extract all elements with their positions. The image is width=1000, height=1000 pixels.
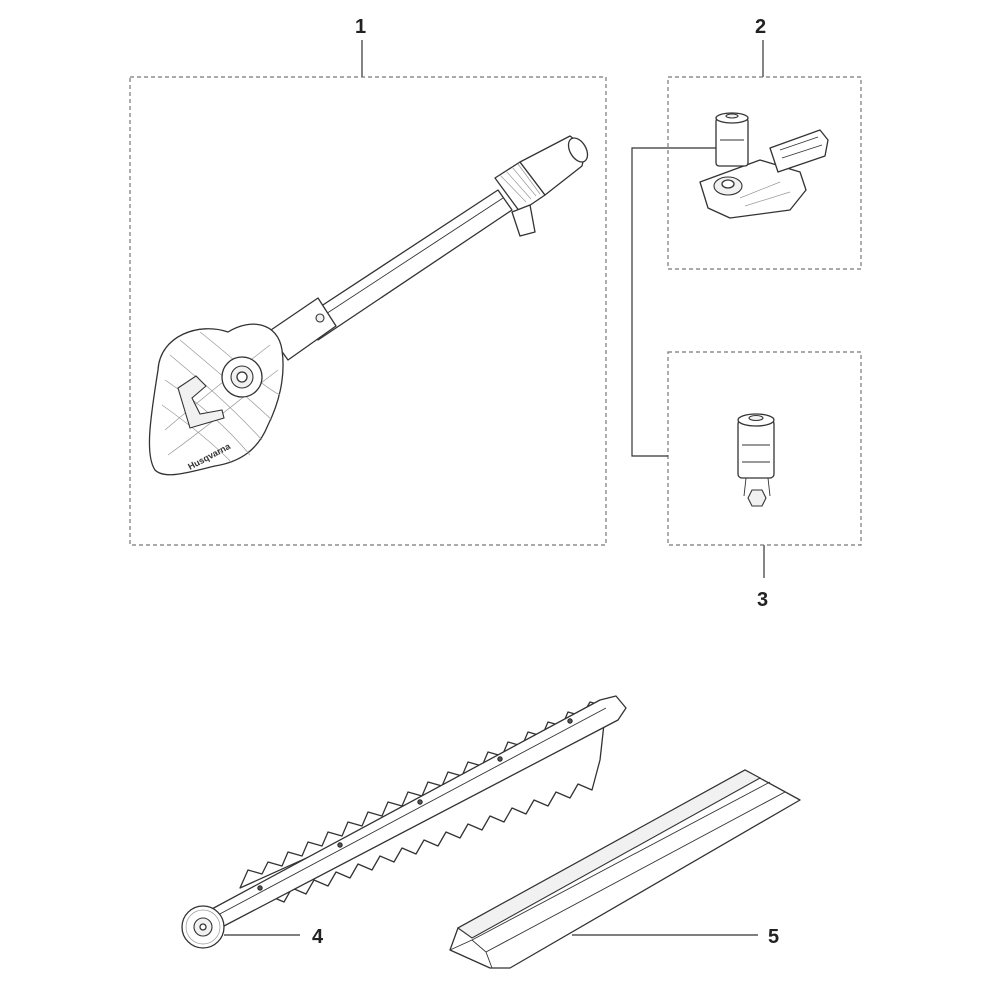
callout-number-2: 2 (755, 16, 767, 38)
callout-number-4: 4 (312, 926, 324, 948)
callout-number-1: 1 (355, 16, 367, 38)
motor-pinion (748, 490, 766, 506)
callout-2[interactable] (755, 16, 766, 77)
motor-body (738, 420, 774, 478)
callout-4[interactable] (224, 926, 324, 948)
shaft-clip (512, 205, 535, 236)
gearbox-motor (716, 118, 748, 166)
handle-shaft-assembly (149, 135, 591, 475)
callout-3[interactable] (757, 545, 768, 611)
brand-logo: Husqvarna (186, 441, 233, 472)
gearbox-assembly (700, 113, 828, 218)
callout-number-5: 5 (768, 926, 780, 948)
blade-mount (770, 130, 828, 172)
group-box-1 (130, 77, 606, 545)
motor-part (738, 414, 774, 506)
callout-5[interactable] (572, 926, 779, 948)
callout-1[interactable] (355, 16, 366, 77)
callout-number-3: 3 (757, 589, 769, 611)
